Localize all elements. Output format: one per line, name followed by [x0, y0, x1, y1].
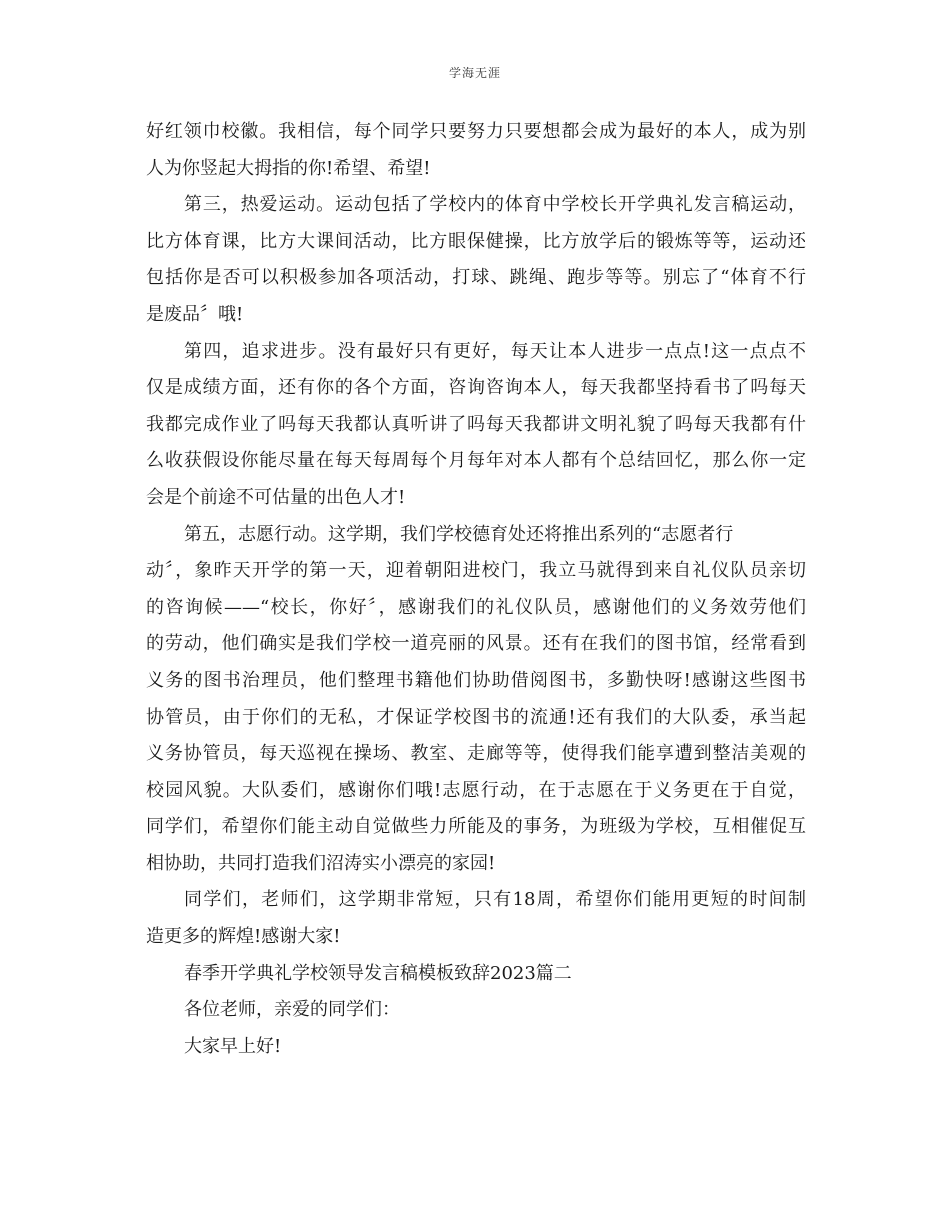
- paragraph-start-line: 第四，追求进步。没有最好只有更好，每天让本人进步一点点!这一点点不: [184, 340, 806, 362]
- text-line: 协管员，由于你们的无私，才保证学校图书的流通!还有我们的大队委，承当起: [146, 706, 806, 728]
- salutation: 各位老师，亲爱的同学们：: [184, 999, 400, 1021]
- document-body: [146, 114, 806, 1065]
- text-line: 我都完成作业了吗每天我都认真听讲了吗每天我都讲文明礼貌了吗每天我都有什: [146, 413, 806, 435]
- paragraph-start-line: 第五，志愿行动。这学期，我们学校德育处还将推出系列的“志愿者行: [184, 523, 734, 545]
- paragraph-start-line: 同学们，老师们，这学期非常短，只有18周，希望你们能用更短的时间制: [184, 889, 806, 911]
- text-line: 造更多的辉煌!感谢大家!: [146, 926, 341, 948]
- text-line: 是废品〞哦!: [146, 303, 244, 325]
- text-line: 校园风貌。大队委们，感谢你们哦!志愿行动，在于志愿在于义务更在于自觉，: [146, 779, 806, 801]
- text-line: 比方体育课，比方大课间活动，比方眼保健操，比方放学后的锻炼等等，运动还: [146, 230, 806, 252]
- greeting: 大家早上好!: [184, 1035, 282, 1057]
- text-line: 包括你是否可以积极参加各项活动，打球、跳绳、跑步等等。别忘了“体育不行: [146, 267, 806, 289]
- text-line: 仅是成绩方面，还有你的各个方面，咨询咨询本人，每天我都坚持看书了吗每天: [146, 377, 806, 399]
- paragraph-start-line: 第三，热爱运动。运动包括了学校内的体育中学校长开学典礼发言稿运动，: [184, 194, 806, 216]
- text-line: 的劳动，他们确实是我们学校一道亮丽的风景。还有在我们的图书馆，经常看到: [146, 633, 806, 655]
- page-header: 学海无涯: [448, 66, 501, 80]
- text-line: 同学们，希望你们能主动自觉做些力所能及的事务，为班级为学校，互相催促互: [146, 816, 806, 838]
- text-line: 的咨询候——“校长，你好〞，感谢我们的礼仪队员，感谢他们的义务效劳他们: [146, 596, 806, 618]
- text-line: 会是个前途不可估量的出色人才!: [146, 486, 406, 508]
- text-line: 人为你竖起大拇指的你!希望、希望!: [146, 157, 431, 179]
- text-line: 义务协管员，每天巡视在操场、教室、走廊等等，使得我们能享遭到整洁美观的: [146, 743, 806, 765]
- text-line: 么收获假设你能尽量在每天每周每个月每年对本人都有个总结回忆，那么你一定: [146, 450, 806, 472]
- text-line: 相协助，共同打造我们沼涛实小漂亮的家园!: [146, 852, 496, 874]
- section-title: 春季开学典礼学校领导发言稿模板致辞2023篇二: [184, 962, 572, 984]
- text-line: 义务的图书治理员，他们整理书籍他们协助借阅图书，多勤快呀!感谢这些图书: [146, 669, 806, 691]
- text-line: 好红领巾校徽。我相信，每个同学只要努力只要想都会成为最好的本人，成为别: [146, 121, 806, 142]
- text-line: 动〞，象昨天开学的第一天，迎着朝阳进校门，我立马就得到来自礼仪队员亲切: [146, 560, 806, 582]
